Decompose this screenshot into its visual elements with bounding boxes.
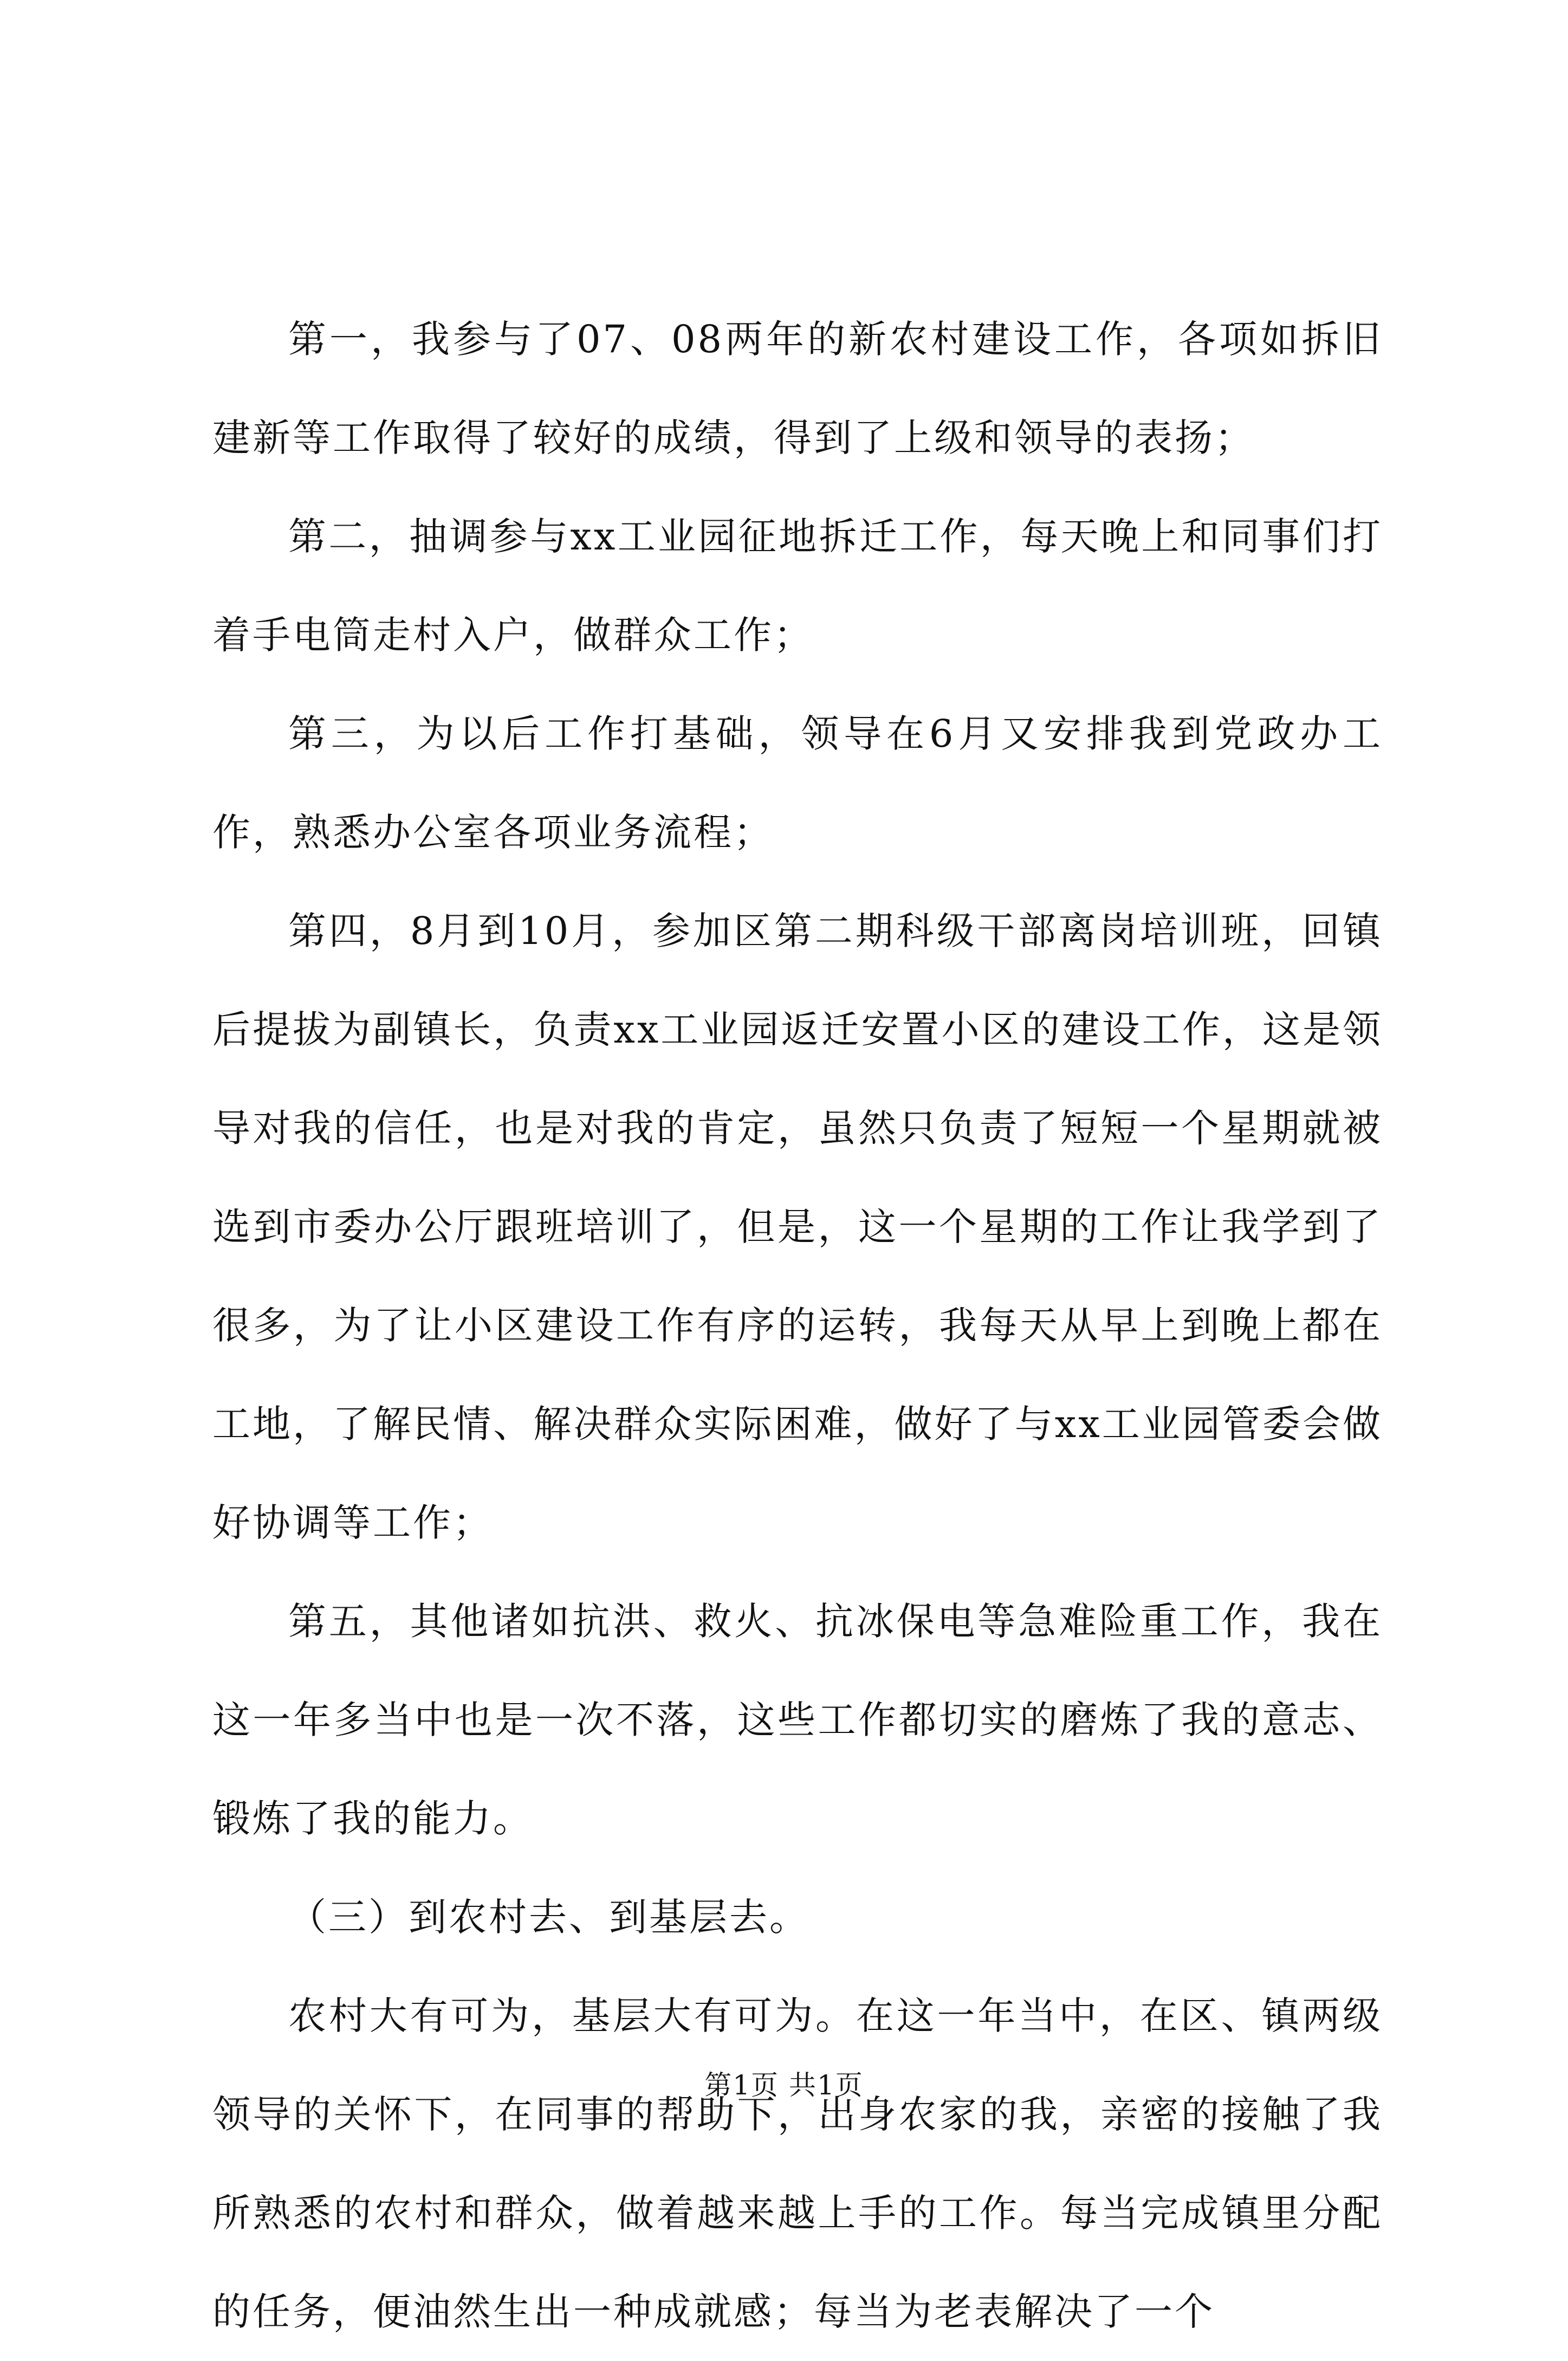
paragraph-second: 第二，抽调参与xx工业园征地拆迁工作，每天晚上和同事们打着手电筒走村入户，做群众工作； <box>212 514 1383 657</box>
section-heading: （三）到农村去、到基层去。 <box>288 1895 809 1939</box>
paragraph-rural: 农村大有可为，基层大有可为。在这一年当中，在区、镇两级领导的关怀下，在同事的帮助下，出身农家的我，亲密的接触了我所熟悉的农村和群众，做着越来越上手的工作。每当完成镇里分配的任务，便油然生出一种成就感；每当为老表解决了一个 <box>212 1994 1383 2334</box>
page-footer: 第1页 共1页 <box>704 2069 864 2101</box>
paragraph-third: 第三，为以后工作打基础，领导在6月又安排我到党政办工作，熟悉办公室各项业务流程； <box>212 711 1383 855</box>
document-body <box>212 290 1383 2361</box>
paragraph-fifth: 第五，其他诸如抗洪、救火、抗冰保电等急难险重工作，我在这一年多当中也是一次不落，这些工作都切实的磨炼了我的意志、锻炼了我的能力。 <box>212 1599 1383 1841</box>
paragraph-first: 第一，我参与了07、08两年的新农村建设工作，各项如拆旧建新等工作取得了较好的成绩，得到了上级和领导的表扬； <box>212 317 1383 460</box>
paragraph-fourth: 第四，8月到10月，参加区第二期科级干部离岗培训班，回镇后提拔为副镇长，负责xx工业园返迁安置小区的建设工作，这是领导对我的信任，也是对我的肯定，虽然只负责了短短一个星期就被选到市委办公厅跟班培训了，但是，这一个星期的工作让我学到了很多，为了让小区建设工作有序的运转，我每天从早上到晚上都在工地，了解民情、解决群众实际困难，做好了与xx工业园管委会做好协调等工作； <box>212 909 1383 1545</box>
